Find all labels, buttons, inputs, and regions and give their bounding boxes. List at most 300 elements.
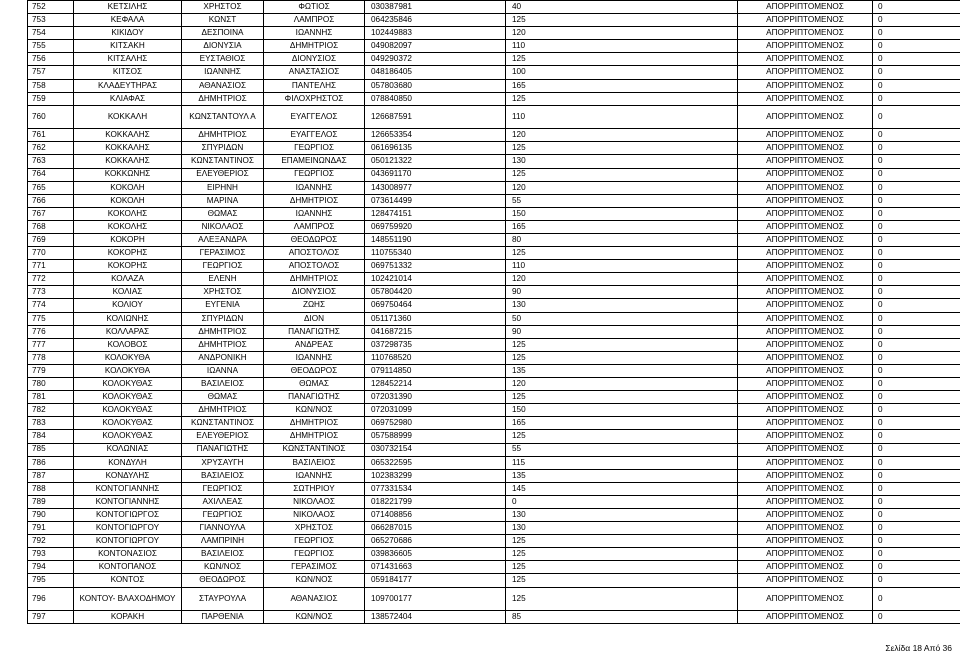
cell-status: ΑΠΟΡΡΙΠΤΟΜΕΝΟΣ — [738, 548, 873, 561]
cell-flag: 0 — [873, 66, 960, 79]
cell-score: 165 — [506, 79, 738, 92]
cell-first: ΣΤΑΥΡΟΥΛΑ — [182, 587, 264, 611]
table-row — [28, 155, 960, 168]
cell-status: ΑΠΟΡΡΙΠΤΟΜΕΝΟΣ — [738, 430, 873, 443]
cell-flag: 0 — [873, 286, 960, 299]
cell-father: ΔΙΟΝΥΣΙΟΣ — [264, 286, 365, 299]
cell-surname: ΚΟΚΟΡΗΣ — [74, 260, 182, 273]
cell-code: 128474151 — [365, 207, 506, 220]
cell-father: ΘΩΜΑΣ — [264, 378, 365, 391]
table-row — [28, 220, 960, 233]
table-row — [28, 286, 960, 299]
cell-flag: 0 — [873, 207, 960, 220]
cell-no: 766 — [28, 194, 74, 207]
cell-status: ΑΠΟΡΡΙΠΤΟΜΕΝΟΣ — [738, 351, 873, 364]
cell-status: ΑΠΟΡΡΙΠΤΟΜΕΝΟΣ — [738, 247, 873, 260]
cell-father: ΓΕΩΡΓΙΟΣ — [264, 142, 365, 155]
cell-code: 057803680 — [365, 79, 506, 92]
cell-no: 764 — [28, 168, 74, 181]
table-row — [28, 181, 960, 194]
cell-no: 754 — [28, 27, 74, 40]
cell-surname: ΚΟΚΟΛΗ — [74, 194, 182, 207]
cell-score: 110 — [506, 105, 738, 129]
table-row — [28, 391, 960, 404]
cell-score: 125 — [506, 142, 738, 155]
cell-status: ΑΠΟΡΡΙΠΤΟΜΕΝΟΣ — [738, 142, 873, 155]
cell-score: 125 — [506, 168, 738, 181]
table-row — [28, 535, 960, 548]
cell-surname: ΚΟΛΙΩΝΗΣ — [74, 312, 182, 325]
cell-first: ΔΗΜΗΤΡΙΟΣ — [182, 325, 264, 338]
cell-father: ΕΥΑΓΓΕΛΟΣ — [264, 129, 365, 142]
cell-surname: ΚΙΚΙΔΟΥ — [74, 27, 182, 40]
cell-score: 130 — [506, 299, 738, 312]
cell-status: ΑΠΟΡΡΙΠΤΟΜΕΝΟΣ — [738, 495, 873, 508]
cell-status: ΑΠΟΡΡΙΠΤΟΜΕΝΟΣ — [738, 404, 873, 417]
cell-father: ΚΩΝ/ΝΟΣ — [264, 611, 365, 624]
table-row — [28, 561, 960, 574]
cell-status: ΑΠΟΡΡΙΠΤΟΜΕΝΟΣ — [738, 574, 873, 587]
cell-flag: 0 — [873, 522, 960, 535]
cell-first: ΘΩΜΑΣ — [182, 207, 264, 220]
cell-score: 0 — [506, 495, 738, 508]
cell-score: 90 — [506, 286, 738, 299]
cell-father: ΧΡΗΣΤΟΣ — [264, 522, 365, 535]
cell-first: ΓΕΩΡΓΙΟΣ — [182, 260, 264, 273]
cell-no: 789 — [28, 495, 74, 508]
cell-code: 128452214 — [365, 378, 506, 391]
cell-father: ΓΕΡΑΣΙΜΟΣ — [264, 561, 365, 574]
cell-flag: 0 — [873, 364, 960, 377]
cell-status: ΑΠΟΡΡΙΠΤΟΜΕΝΟΣ — [738, 155, 873, 168]
cell-score: 130 — [506, 155, 738, 168]
cell-father: ΚΩΝ/ΝΟΣ — [264, 404, 365, 417]
table-row — [28, 105, 960, 129]
cell-status: ΑΠΟΡΡΙΠΤΟΜΕΝΟΣ — [738, 522, 873, 535]
cell-father: ΒΑΣΙΛΕΙΟΣ — [264, 456, 365, 469]
table-row — [28, 273, 960, 286]
cell-surname: ΚΟΝΤΟΓΙΑΝΝΗΣ — [74, 495, 182, 508]
cell-father: ΠΑΝΑΓΙΩΤΗΣ — [264, 391, 365, 404]
cell-code: 059184177 — [365, 574, 506, 587]
cell-flag: 0 — [873, 155, 960, 168]
table-row — [28, 92, 960, 105]
cell-surname: ΚΟΝΤΟΣ — [74, 574, 182, 587]
cell-no: 779 — [28, 364, 74, 377]
cell-status: ΑΠΟΡΡΙΠΤΟΜΕΝΟΣ — [738, 168, 873, 181]
cell-first: ΒΑΣΙΛΕΙΟΣ — [182, 378, 264, 391]
cell-first: ΕΛΕΝΗ — [182, 273, 264, 286]
cell-flag: 0 — [873, 260, 960, 273]
cell-status: ΑΠΟΡΡΙΠΤΟΜΕΝΟΣ — [738, 587, 873, 611]
cell-code: 043691170 — [365, 168, 506, 181]
page-number: Σελίδα 18 Από 36 — [885, 643, 952, 653]
cell-flag: 0 — [873, 14, 960, 27]
table-row — [28, 430, 960, 443]
cell-no: 769 — [28, 234, 74, 247]
cell-status: ΑΠΟΡΡΙΠΤΟΜΕΝΟΣ — [738, 129, 873, 142]
cell-score: 90 — [506, 325, 738, 338]
cell-flag: 0 — [873, 391, 960, 404]
cell-father: ΙΩΑΝΝΗΣ — [264, 27, 365, 40]
cell-status: ΑΠΟΡΡΙΠΤΟΜΕΝΟΣ — [738, 378, 873, 391]
cell-code: 039836605 — [365, 548, 506, 561]
cell-surname: ΚΙΤΣΑΚΗ — [74, 40, 182, 53]
cell-surname: ΚΟΝΤΟΓΙΑΝΝΗΣ — [74, 482, 182, 495]
cell-flag: 0 — [873, 482, 960, 495]
cell-status: ΑΠΟΡΡΙΠΤΟΜΕΝΟΣ — [738, 325, 873, 338]
cell-first: ΕΛΕΥΘΕΡΙΟΣ — [182, 168, 264, 181]
cell-father: ΣΩΤΗΡΙΟΥ — [264, 482, 365, 495]
cell-code: 057804420 — [365, 286, 506, 299]
cell-score: 40 — [506, 1, 738, 14]
cell-flag: 0 — [873, 508, 960, 521]
cell-score: 125 — [506, 92, 738, 105]
cell-status: ΑΠΟΡΡΙΠΤΟΜΕΝΟΣ — [738, 535, 873, 548]
cell-first: ΠΑΡΘΕΝΙΑ — [182, 611, 264, 624]
table-row — [28, 142, 960, 155]
cell-first: ΧΡΥΣΑΥΓΗ — [182, 456, 264, 469]
cell-flag: 0 — [873, 105, 960, 129]
cell-flag: 0 — [873, 535, 960, 548]
cell-surname: ΚΟΚΟΛΗ — [74, 181, 182, 194]
cell-status: ΑΠΟΡΡΙΠΤΟΜΕΝΟΣ — [738, 105, 873, 129]
cell-code: 051171360 — [365, 312, 506, 325]
cell-first: ΚΩΝΣΤ — [182, 14, 264, 27]
cell-code: 030387981 — [365, 1, 506, 14]
cell-code: 072031099 — [365, 404, 506, 417]
cell-code: 071408856 — [365, 508, 506, 521]
cell-score: 80 — [506, 234, 738, 247]
cell-score: 125 — [506, 247, 738, 260]
cell-father: ΘΕΟΔΩΡΟΣ — [264, 234, 365, 247]
cell-first: ΒΑΣΙΛΕΙΟΣ — [182, 469, 264, 482]
cell-flag: 0 — [873, 181, 960, 194]
cell-code: 049082097 — [365, 40, 506, 53]
cell-status: ΑΠΟΡΡΙΠΤΟΜΕΝΟΣ — [738, 1, 873, 14]
cell-father: ΘΕΟΔΩΡΟΣ — [264, 364, 365, 377]
cell-flag: 0 — [873, 129, 960, 142]
cell-first: ΘΕΟΔΩΡΟΣ — [182, 574, 264, 587]
table-row — [28, 378, 960, 391]
cell-no: 781 — [28, 391, 74, 404]
cell-no: 783 — [28, 417, 74, 430]
table-body — [28, 1, 960, 624]
cell-father: ΑΝΑΣΤΑΣΙΟΣ — [264, 66, 365, 79]
cell-father: ΠΑΝΑΓΙΩΤΗΣ — [264, 325, 365, 338]
cell-surname: ΚΟΛΑΖΑ — [74, 273, 182, 286]
cell-surname: ΚΟΚΚΑΛΗΣ — [74, 129, 182, 142]
table-row — [28, 194, 960, 207]
cell-code: 057588999 — [365, 430, 506, 443]
cell-score: 85 — [506, 611, 738, 624]
cell-surname: ΚΟΡΑΚΗ — [74, 611, 182, 624]
cell-first: ΚΩΝ/ΝΟΣ — [182, 561, 264, 574]
table-row — [28, 1, 960, 14]
cell-no: 793 — [28, 548, 74, 561]
cell-score: 120 — [506, 27, 738, 40]
cell-status: ΑΠΟΡΡΙΠΤΟΜΕΝΟΣ — [738, 27, 873, 40]
cell-father: ΚΩΝ/ΝΟΣ — [264, 574, 365, 587]
cell-flag: 0 — [873, 247, 960, 260]
cell-surname: ΚΟΝΔΥΛΗΣ — [74, 469, 182, 482]
table-row — [28, 508, 960, 521]
cell-score: 125 — [506, 561, 738, 574]
cell-first: ΝΙΚΟΛΑΟΣ — [182, 220, 264, 233]
cell-code: 071431663 — [365, 561, 506, 574]
table-row — [28, 27, 960, 40]
cell-father: ΔΙΟΝΥΣΙΟΣ — [264, 53, 365, 66]
cell-surname: ΚΟΛΟΚΥΘΑΣ — [74, 391, 182, 404]
table-row — [28, 587, 960, 611]
cell-score: 135 — [506, 469, 738, 482]
table-row — [28, 325, 960, 338]
cell-flag: 0 — [873, 495, 960, 508]
cell-code: 049290372 — [365, 53, 506, 66]
cell-flag: 0 — [873, 234, 960, 247]
cell-flag: 0 — [873, 404, 960, 417]
cell-surname: ΚΟΛΟΚΥΘΑΣ — [74, 378, 182, 391]
cell-first: ΓΕΩΡΓΙΟΣ — [182, 482, 264, 495]
cell-flag: 0 — [873, 430, 960, 443]
cell-flag: 0 — [873, 587, 960, 611]
cell-no: 787 — [28, 469, 74, 482]
cell-no: 791 — [28, 522, 74, 535]
cell-score: 115 — [506, 456, 738, 469]
cell-father: ΙΩΑΝΝΗΣ — [264, 207, 365, 220]
cell-father: ΦΩΤΙΟΣ — [264, 1, 365, 14]
cell-father: ΑΠΟΣΤΟΛΟΣ — [264, 247, 365, 260]
table-row — [28, 456, 960, 469]
cell-flag: 0 — [873, 574, 960, 587]
cell-first: ΔΗΜΗΤΡΙΟΣ — [182, 338, 264, 351]
cell-score: 125 — [506, 338, 738, 351]
cell-status: ΑΠΟΡΡΙΠΤΟΜΕΝΟΣ — [738, 508, 873, 521]
cell-surname: ΚΟΚΚΩΝΗΣ — [74, 168, 182, 181]
cell-flag: 0 — [873, 469, 960, 482]
cell-code: 064235846 — [365, 14, 506, 27]
cell-code: 072031390 — [365, 391, 506, 404]
cell-code: 110755340 — [365, 247, 506, 260]
table-row — [28, 260, 960, 273]
cell-code: 148551190 — [365, 234, 506, 247]
cell-surname: ΚΛΙΑΦΑΣ — [74, 92, 182, 105]
cell-flag: 0 — [873, 1, 960, 14]
cell-no: 784 — [28, 430, 74, 443]
cell-surname: ΚΟΛΟΚΥΘΑΣ — [74, 417, 182, 430]
cell-code: 050121322 — [365, 155, 506, 168]
cell-flag: 0 — [873, 299, 960, 312]
table-row — [28, 312, 960, 325]
cell-status: ΑΠΟΡΡΙΠΤΟΜΕΝΟΣ — [738, 79, 873, 92]
cell-no: 797 — [28, 611, 74, 624]
cell-first: ΣΠΥΡΙΔΩΝ — [182, 142, 264, 155]
cell-no: 753 — [28, 14, 74, 27]
cell-status: ΑΠΟΡΡΙΠΤΟΜΕΝΟΣ — [738, 92, 873, 105]
cell-no: 782 — [28, 404, 74, 417]
cell-no: 794 — [28, 561, 74, 574]
table-row — [28, 40, 960, 53]
cell-score: 125 — [506, 574, 738, 587]
cell-score: 125 — [506, 430, 738, 443]
cell-first: ΙΩΑΝΝΗΣ — [182, 66, 264, 79]
cell-status: ΑΠΟΡΡΙΠΤΟΜΕΝΟΣ — [738, 53, 873, 66]
cell-code: 065322595 — [365, 456, 506, 469]
cell-code: 037298735 — [365, 338, 506, 351]
cell-score: 150 — [506, 404, 738, 417]
cell-flag: 0 — [873, 338, 960, 351]
cell-first: ΔΗΜΗΤΡΙΟΣ — [182, 92, 264, 105]
cell-score: 125 — [506, 14, 738, 27]
cell-code: 061696135 — [365, 142, 506, 155]
cell-score: 55 — [506, 443, 738, 456]
cell-father: ΑΠΟΣΤΟΛΟΣ — [264, 260, 365, 273]
cell-first: ΕΥΣΤΑΘΙΟΣ — [182, 53, 264, 66]
cell-first: ΧΡΗΣΤΟΣ — [182, 286, 264, 299]
cell-flag: 0 — [873, 312, 960, 325]
cell-surname: ΚΟΝΤΟΓΙΩΡΓΟΣ — [74, 508, 182, 521]
cell-score: 110 — [506, 40, 738, 53]
cell-flag: 0 — [873, 220, 960, 233]
cell-no: 795 — [28, 574, 74, 587]
cell-surname: ΚΟΛΛΑΡΑΣ — [74, 325, 182, 338]
cell-score: 145 — [506, 482, 738, 495]
cell-code: 102421014 — [365, 273, 506, 286]
cell-flag: 0 — [873, 27, 960, 40]
cell-no: 757 — [28, 66, 74, 79]
table-row — [28, 482, 960, 495]
cell-score: 55 — [506, 194, 738, 207]
cell-first: ΓΕΩΡΓΙΟΣ — [182, 508, 264, 521]
cell-no: 772 — [28, 273, 74, 286]
cell-father: ΔΗΜΗΤΡΙΟΣ — [264, 417, 365, 430]
cell-score: 120 — [506, 378, 738, 391]
cell-score: 50 — [506, 312, 738, 325]
cell-surname: ΚΟΝΤΟΓΙΩΡΓΟΥ — [74, 535, 182, 548]
cell-surname: ΚΟΝΔΥΛΗ — [74, 456, 182, 469]
cell-first: ΧΡΗΣΤΟΣ — [182, 1, 264, 14]
cell-father: ΖΩΗΣ — [264, 299, 365, 312]
cell-status: ΑΠΟΡΡΙΠΤΟΜΕΝΟΣ — [738, 66, 873, 79]
table-row — [28, 129, 960, 142]
cell-first: ΑΝΔΡΟΝΙΚΗ — [182, 351, 264, 364]
cell-first: ΔΗΜΗΤΡΙΟΣ — [182, 404, 264, 417]
cell-code: 102449883 — [365, 27, 506, 40]
cell-score: 125 — [506, 391, 738, 404]
cell-no: 770 — [28, 247, 74, 260]
cell-score: 150 — [506, 207, 738, 220]
cell-no: 775 — [28, 312, 74, 325]
cell-surname: ΚΟΛΟΚΥΘΑ — [74, 364, 182, 377]
cell-father: ΝΙΚΟΛΑΟΣ — [264, 508, 365, 521]
cell-code: 041687215 — [365, 325, 506, 338]
cell-flag: 0 — [873, 548, 960, 561]
cell-father: ΓΕΩΡΓΙΟΣ — [264, 168, 365, 181]
cell-surname: ΚΟΝΤΟΠΑΝΟΣ — [74, 561, 182, 574]
cell-surname: ΚΕΤΣΙΛΗΣ — [74, 1, 182, 14]
cell-first: ΕΛΕΥΘΕΡΙΟΣ — [182, 430, 264, 443]
cell-father: ΓΕΩΡΓΙΟΣ — [264, 535, 365, 548]
cell-no: 780 — [28, 378, 74, 391]
cell-father: ΝΙΚΟΛΑΟΣ — [264, 495, 365, 508]
cell-no: 765 — [28, 181, 74, 194]
cell-father: ΛΑΜΠΡΟΣ — [264, 220, 365, 233]
cell-surname: ΚΟΝΤΟΓΙΩΡΓΟΥ — [74, 522, 182, 535]
cell-no: 790 — [28, 508, 74, 521]
cell-status: ΑΠΟΡΡΙΠΤΟΜΕΝΟΣ — [738, 14, 873, 27]
cell-status: ΑΠΟΡΡΙΠΤΟΜΕΝΟΣ — [738, 338, 873, 351]
cell-code: 069759920 — [365, 220, 506, 233]
cell-code: 126687591 — [365, 105, 506, 129]
cell-father: ΕΠΑΜΕΙΝΩΝΔΑΣ — [264, 155, 365, 168]
table-row — [28, 338, 960, 351]
cell-flag: 0 — [873, 561, 960, 574]
cell-score: 120 — [506, 181, 738, 194]
cell-status: ΑΠΟΡΡΙΠΤΟΜΕΝΟΣ — [738, 364, 873, 377]
cell-status: ΑΠΟΡΡΙΠΤΟΜΕΝΟΣ — [738, 611, 873, 624]
cell-first: ΑΧΙΛΛΕΑΣ — [182, 495, 264, 508]
cell-first: ΓΕΡΑΣΙΜΟΣ — [182, 247, 264, 260]
cell-score: 165 — [506, 417, 738, 430]
cell-flag: 0 — [873, 40, 960, 53]
cell-score: 110 — [506, 260, 738, 273]
cell-father: ΦΙΛΟΧΡΗΣΤΟΣ — [264, 92, 365, 105]
cell-status: ΑΠΟΡΡΙΠΤΟΜΕΝΟΣ — [738, 443, 873, 456]
cell-first: ΣΠΥΡΙΔΩΝ — [182, 312, 264, 325]
cell-father: ΙΩΑΝΝΗΣ — [264, 351, 365, 364]
cell-first: ΕΙΡΗΝΗ — [182, 181, 264, 194]
cell-score: 100 — [506, 66, 738, 79]
table-row — [28, 417, 960, 430]
cell-flag: 0 — [873, 351, 960, 364]
cell-surname: ΚΟΚΟΛΗΣ — [74, 220, 182, 233]
cell-surname: ΚΙΤΣΑΛΗΣ — [74, 53, 182, 66]
cell-surname: ΚΟΛΙΟΥ — [74, 299, 182, 312]
table-row — [28, 404, 960, 417]
cell-father: ΓΕΩΡΓΙΟΣ — [264, 548, 365, 561]
cell-father: ΚΩΝΣΤΑΝΤΙΝΟΣ — [264, 443, 365, 456]
cell-flag: 0 — [873, 456, 960, 469]
cell-father: ΙΩΑΝΝΗΣ — [264, 181, 365, 194]
cell-score: 125 — [506, 548, 738, 561]
cell-no: 777 — [28, 338, 74, 351]
cell-no: 761 — [28, 129, 74, 142]
cell-first: ΠΑΝΑΓΙΩΤΗΣ — [182, 443, 264, 456]
cell-no: 785 — [28, 443, 74, 456]
table-row — [28, 66, 960, 79]
cell-surname: ΚΟΚΟΡΗ — [74, 234, 182, 247]
cell-score: 130 — [506, 522, 738, 535]
cell-father: ΙΩΑΝΝΗΣ — [264, 469, 365, 482]
cell-no: 771 — [28, 260, 74, 273]
cell-first: ΕΥΓΕΝΙΑ — [182, 299, 264, 312]
cell-code: 069751332 — [365, 260, 506, 273]
cell-first: ΚΩΝΣΤΑΝΤΟΥΛ Α — [182, 105, 264, 129]
table-row — [28, 53, 960, 66]
cell-no: 774 — [28, 299, 74, 312]
cell-status: ΑΠΟΡΡΙΠΤΟΜΕΝΟΣ — [738, 207, 873, 220]
table-row — [28, 247, 960, 260]
cell-score: 120 — [506, 273, 738, 286]
table-row — [28, 299, 960, 312]
cell-status: ΑΠΟΡΡΙΠΤΟΜΕΝΟΣ — [738, 194, 873, 207]
cell-no: 778 — [28, 351, 74, 364]
cell-father: ΔΗΜΗΤΡΙΟΣ — [264, 430, 365, 443]
cell-first: ΑΛΕΞΑΝΔΡΑ — [182, 234, 264, 247]
cell-status: ΑΠΟΡΡΙΠΤΟΜΕΝΟΣ — [738, 286, 873, 299]
cell-first: ΔΙΟΝΥΣΙΑ — [182, 40, 264, 53]
cell-score: 120 — [506, 129, 738, 142]
